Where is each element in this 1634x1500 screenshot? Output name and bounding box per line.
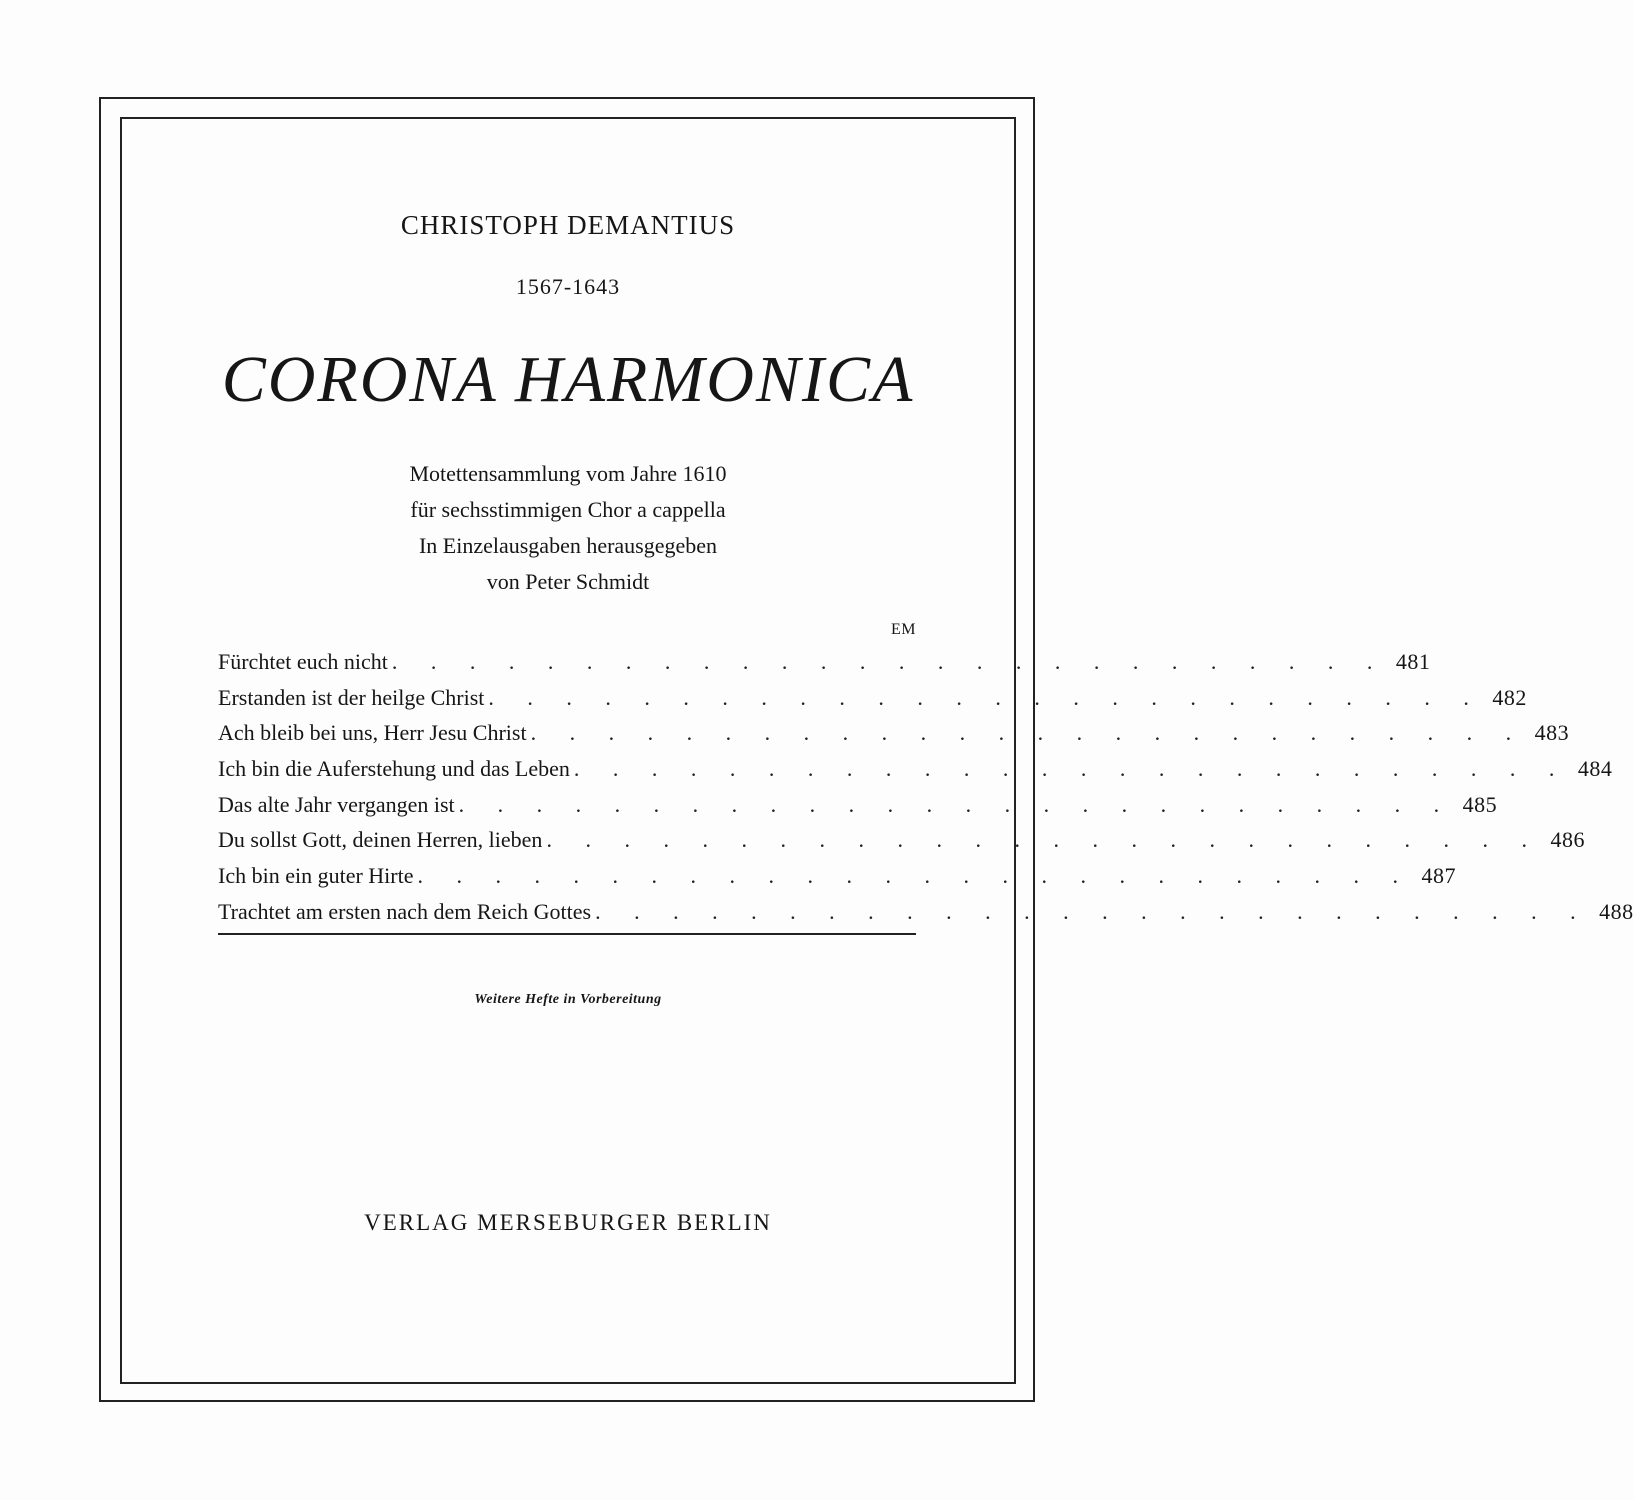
dot-leader: . . . . . . . . . . . . . . . . . . . . . . . . . . [530,720,1526,746]
toc-title: Ich bin ein guter Hirte [218,863,414,889]
dot-leader: . . . . . . . . . . . . . . . . . . . . . . . . . . [573,756,1569,782]
toc-row [218,684,1527,721]
toc-title: Ach bleib bei uns, Herr Jesu Christ [218,720,527,746]
toc-title: Erstanden ist der heilge Christ [218,684,485,710]
table-of-contents [218,649,1634,935]
toc-row [218,720,1570,756]
collection-title: CORONA HARMONICA [221,343,915,416]
toc-title: Das alte Jahr vergangen ist [218,791,455,817]
toc-number: 485 [1462,791,1498,817]
toc-bottom-rule [218,933,916,935]
toc-row [218,649,1431,685]
subtitle-block [120,456,1016,600]
catalog-label: EM [891,621,916,638]
subtitle-line: In Einzelausgaben herausgegeben [418,533,718,558]
toc-row [218,756,1613,792]
toc-title: Fürchtet euch nicht [218,649,388,674]
composer-name: CHRISTOPH DEMANTIUS [400,210,736,240]
toc-number: 487 [1421,863,1456,889]
toc-row [218,827,1585,863]
subtitle-line: Motettensammlung vom Jahre 1610 [409,461,727,486]
further-issues-note: Weitere Hefte in Vorbereitung [474,992,662,1007]
toc-title: Ich bin die Auferstehung und das Leben [218,756,570,782]
composer-dates: 1567-1643 [515,274,621,299]
subtitle-line: für sechsstimmigen Chor a cappella [410,497,726,522]
dot-leader: . . . . . . . . . . . . . . . . . . . . . . . . . . [595,898,1590,924]
toc-number: 488 [1599,898,1634,924]
dot-leader: . . . . . . . . . . . . . . . . . . . . . . . . . . [391,649,1387,674]
toc-number: 484 [1577,756,1613,782]
toc-title: Du sollst Gott, deinen Herren, lieben [218,827,543,853]
toc-number: 481 [1395,649,1431,674]
subtitle-line: von Peter Schmidt [486,569,650,594]
toc-row [218,863,1456,899]
publisher-name: VERLAG MERSEBURGER BERLIN [364,1210,772,1235]
toc-row [218,791,1498,828]
dot-leader: . . . . . . . . . . . . . . . . . . . . . . . . . . [488,684,1483,710]
toc-number: 482 [1492,684,1527,710]
toc-title: Trachtet am ersten nach dem Reich Gottes [218,898,592,924]
toc-number: 486 [1550,827,1585,853]
dot-leader: . . . . . . . . . . . . . . . . . . . . . . . . . . [546,827,1541,853]
dot-leader: . . . . . . . . . . . . . . . . . . . . . . . . . . [458,791,1454,817]
dot-leader: . . . . . . . . . . . . . . . . . . . . . . . . . . [417,863,1412,889]
toc-number: 483 [1534,720,1570,746]
toc-row [218,898,1634,935]
